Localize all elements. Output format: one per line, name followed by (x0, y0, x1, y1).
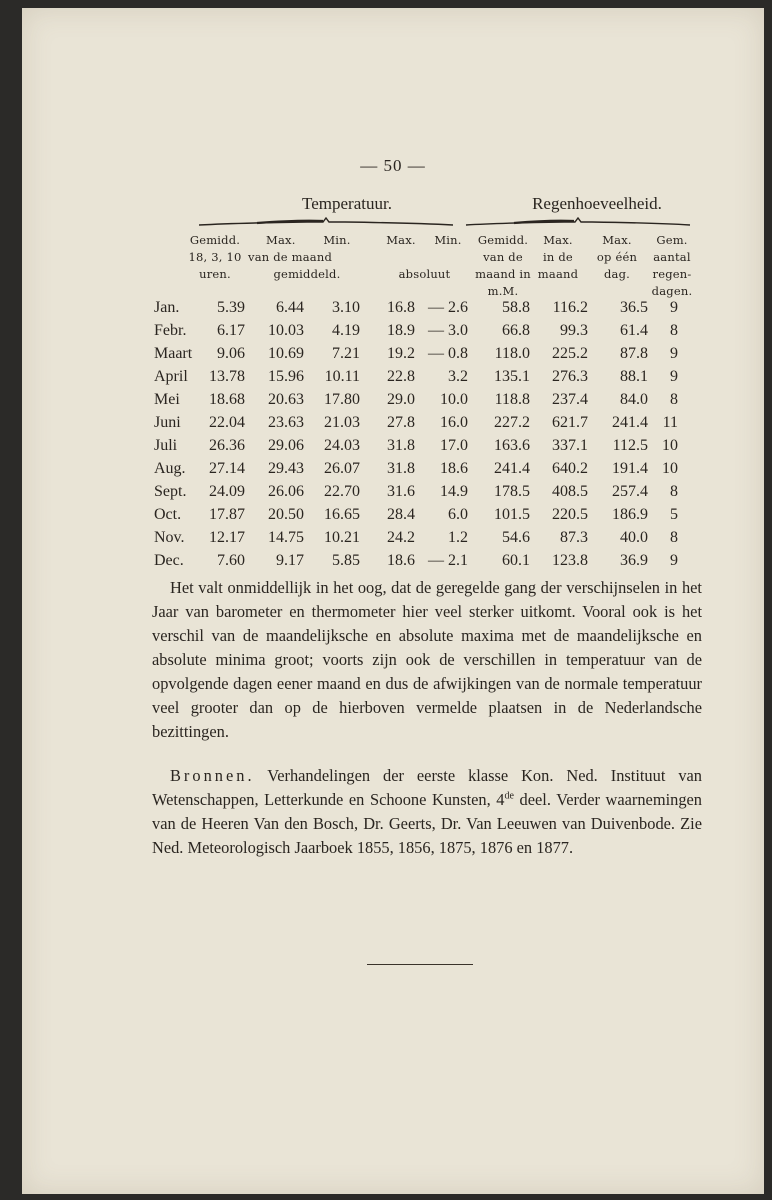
cell-monthly-min: 21.03 (324, 414, 360, 431)
cell-absolute-min: 10.0 (440, 391, 468, 408)
cell-max-month: 276.3 (552, 368, 588, 385)
cell-mean-rainfall: 135.1 (494, 368, 530, 385)
paragraph-observation: Het valt onmiddellijk in het oog, dat de geregelde gang der verschijnselen in het Jaar van barometer en thermometer hier veel sterker uitkomt. Vooral ook is het verschil van de maandelijksche en absolute maxima met de maandelijksche en absolute minima groot; voorts zijn ook de verschillen in temperatuur van de opvolgende dagen eener maand en dus de afwijkingen van de normale temperatuur veel grooter dan op de hierboven vermelde plaatsen in de Nederlandsche bezittingen. (152, 578, 702, 741)
sources-heading: Bronnen. (170, 766, 255, 785)
cell-month: April (154, 368, 188, 385)
cell-max-month: 640.2 (552, 460, 588, 477)
cell-rain-days: 9 (670, 368, 678, 385)
cell-rain-days: 11 (662, 414, 678, 431)
cell-max-day: 88.1 (620, 368, 648, 385)
cell-max-month: 225.2 (552, 345, 588, 362)
header-mean-rainfall: Gemidd. van de maand in m.M. (475, 233, 531, 298)
cell-absolute-min: 3.2 (448, 368, 468, 385)
cell-rain-days: 8 (670, 529, 678, 546)
header-monthly-max: Max. van de maand (248, 233, 333, 264)
cell-max-day: 241.4 (612, 414, 648, 431)
cell-month: Juli (154, 437, 178, 454)
cell-absolute-max: 22.8 (387, 368, 415, 385)
cell-monthly-min: 10.11 (324, 368, 360, 385)
header-mean-temp: Gemidd. 18, 3, 10 uren. (188, 233, 242, 281)
temperature-brace (197, 217, 455, 229)
cell-mean-temp: 18.68 (209, 391, 245, 408)
cell-absolute-max: 31.6 (387, 483, 415, 500)
cell-max-month: 237.4 (552, 391, 588, 408)
cell-monthly-max: 20.50 (268, 506, 304, 523)
cell-mean-rainfall: 58.8 (502, 299, 530, 316)
cell-monthly-min: 10.21 (324, 529, 360, 546)
cell-max-day: 36.5 (620, 299, 648, 316)
cell-mean-temp: 9.06 (217, 345, 245, 362)
cell-monthly-max: 20.63 (268, 391, 304, 408)
cell-max-day: 186.9 (612, 506, 648, 523)
cell-rain-days: 10 (662, 460, 678, 477)
cell-monthly-min: 17.80 (324, 391, 360, 408)
cell-max-month: 116.2 (552, 299, 588, 316)
cell-mean-rainfall: 227.2 (494, 414, 530, 431)
cell-max-month: 99.3 (560, 322, 588, 339)
cell-monthly-max: 29.43 (268, 460, 304, 477)
cell-month: Aug. (154, 460, 186, 477)
cell-mean-temp: 12.17 (209, 529, 245, 546)
cell-rain-days: 9 (670, 552, 678, 569)
cell-max-month: 220.5 (552, 506, 588, 523)
cell-absolute-min: — 2.1 (428, 552, 468, 569)
cell-rain-days: 9 (670, 345, 678, 362)
cell-mean-rainfall: 178.5 (494, 483, 530, 500)
cell-rain-days: 10 (662, 437, 678, 454)
group-heading-rainfall: Regenhoeveelheid. (532, 194, 662, 213)
cell-mean-temp: 26.36 (209, 437, 245, 454)
header-absolute: absoluut (398, 267, 451, 281)
cell-mean-rainfall: 66.8 (502, 322, 530, 339)
cell-month: Nov. (154, 529, 185, 546)
cell-monthly-max: 26.06 (268, 483, 304, 500)
table-row (22, 411, 764, 434)
cell-max-day: 84.0 (620, 391, 648, 408)
table-row (22, 526, 764, 549)
cell-max-month: 337.1 (552, 437, 588, 454)
table-row (22, 549, 764, 572)
cell-absolute-min: 14.9 (440, 483, 468, 500)
cell-max-day: 191.4 (612, 460, 648, 477)
cell-month: Maart (154, 345, 193, 362)
cell-mean-rainfall: 241.4 (494, 460, 530, 477)
cell-absolute-max: 31.8 (387, 460, 415, 477)
cell-monthly-min: 16.65 (324, 506, 360, 523)
cell-mean-temp: 27.14 (209, 460, 245, 477)
cell-monthly-min: 3.10 (332, 299, 360, 316)
document-page (22, 8, 764, 1194)
cell-mean-rainfall: 118.0 (494, 345, 530, 362)
table-row (22, 365, 764, 388)
cell-mean-temp: 17.87 (209, 506, 245, 523)
cell-monthly-min: 24.03 (324, 437, 360, 454)
cell-absolute-min: 6.0 (448, 506, 468, 523)
cell-monthly-min: 4.19 (332, 322, 360, 339)
cell-max-day: 40.0 (620, 529, 648, 546)
cell-month: Oct. (154, 506, 182, 523)
cell-absolute-min: — 3.0 (428, 322, 468, 339)
table-row (22, 480, 764, 503)
cell-absolute-max: 27.8 (387, 414, 415, 431)
table-row (22, 342, 764, 365)
cell-absolute-min: — 0.8 (428, 345, 468, 362)
table-row (22, 388, 764, 411)
rainfall-brace (464, 217, 692, 229)
cell-month: Jan. (154, 299, 180, 316)
cell-rain-days: 8 (670, 391, 678, 408)
header-absolute-min: Min. (434, 233, 462, 247)
cell-monthly-max: 6.44 (276, 299, 304, 316)
cell-max-month: 123.8 (552, 552, 588, 569)
header-max-month: Max. in de maand (537, 233, 579, 281)
page-number: — 50 — (360, 156, 426, 175)
cell-monthly-max: 23.63 (268, 414, 304, 431)
cell-monthly-min: 5.85 (332, 552, 360, 569)
cell-max-day: 36.9 (620, 552, 648, 569)
cell-absolute-max: 31.8 (387, 437, 415, 454)
cell-max-month: 408.5 (552, 483, 588, 500)
cell-month: Juni (154, 414, 181, 431)
header-max-day: Max. op één dag. (596, 233, 638, 281)
cell-absolute-max: 16.8 (387, 299, 415, 316)
header-absolute-max: Max. (386, 233, 416, 247)
cell-absolute-max: 29.0 (387, 391, 415, 408)
group-heading-temperature: Temperatuur. (302, 194, 392, 213)
cell-absolute-max: 18.6 (387, 552, 415, 569)
cell-monthly-max: 10.69 (268, 345, 304, 362)
table-row (22, 457, 764, 480)
cell-max-day: 112.5 (612, 437, 648, 454)
cell-month: Dec. (154, 552, 184, 569)
cell-mean-temp: 13.78 (209, 368, 245, 385)
cell-rain-days: 5 (670, 506, 678, 523)
cell-monthly-min: 26.07 (324, 460, 360, 477)
cell-mean-temp: 6.17 (217, 322, 245, 339)
cell-month: Mei (154, 391, 180, 408)
cell-absolute-max: 28.4 (387, 506, 415, 523)
cell-absolute-min: 1.2 (448, 529, 468, 546)
cell-absolute-min: 17.0 (440, 437, 468, 454)
cell-absolute-min: — 2.6 (428, 299, 468, 316)
cell-absolute-max: 18.9 (387, 322, 415, 339)
closing-rule (367, 964, 473, 965)
cell-rain-days: 9 (670, 299, 678, 316)
header-monthly-mean: gemiddeld. (273, 267, 341, 281)
cell-monthly-min: 7.21 (332, 345, 360, 362)
cell-monthly-max: 15.96 (268, 368, 304, 385)
cell-mean-temp: 22.04 (209, 414, 245, 431)
cell-rain-days: 8 (670, 322, 678, 339)
table-row (22, 503, 764, 526)
cell-month: Febr. (154, 322, 187, 339)
cell-max-day: 61.4 (620, 322, 648, 339)
paragraph-sources: Bronnen. Verhandelingen der eerste klasse Kon. Ned. Instituut van Wetenschappen, Letterkunde en Schoone Kunsten, 4de deel. Verder waarnemingen van de Heeren Van den Bosch, Dr. Geerts, Dr. Van Leeuwen van Duivenbode. Zie Ned. Meteorologisch Jaarboek 1855, 1856, 1875, 1876 en 1877. (152, 766, 702, 857)
table-row (22, 319, 764, 342)
header-rain-days: Gem. aantal regen- dagen. (651, 233, 693, 298)
cell-max-day: 257.4 (612, 483, 648, 500)
cell-absolute-max: 19.2 (387, 345, 415, 362)
cell-mean-rainfall: 60.1 (502, 552, 530, 569)
cell-max-day: 87.8 (620, 345, 648, 362)
cell-monthly-max: 29.06 (268, 437, 304, 454)
header-monthly-min: Min. (323, 233, 351, 247)
cell-absolute-max: 24.2 (387, 529, 415, 546)
cell-max-month: 621.7 (552, 414, 588, 431)
cell-mean-rainfall: 101.5 (494, 506, 530, 523)
cell-mean-temp: 5.39 (217, 299, 245, 316)
cell-mean-rainfall: 54.6 (502, 529, 530, 546)
cell-absolute-min: 16.0 (440, 414, 468, 431)
cell-monthly-min: 22.70 (324, 483, 360, 500)
table-row (22, 434, 764, 457)
cell-monthly-max: 9.17 (276, 552, 304, 569)
cell-max-month: 87.3 (560, 529, 588, 546)
cell-month: Sept. (154, 483, 187, 500)
cell-mean-rainfall: 118.8 (494, 391, 530, 408)
cell-mean-temp: 24.09 (209, 483, 245, 500)
cell-monthly-max: 14.75 (268, 529, 304, 546)
cell-mean-temp: 7.60 (217, 552, 245, 569)
cell-absolute-min: 18.6 (440, 460, 468, 477)
cell-mean-rainfall: 163.6 (494, 437, 530, 454)
cell-rain-days: 8 (670, 483, 678, 500)
cell-monthly-max: 10.03 (268, 322, 304, 339)
table-row (22, 296, 764, 319)
